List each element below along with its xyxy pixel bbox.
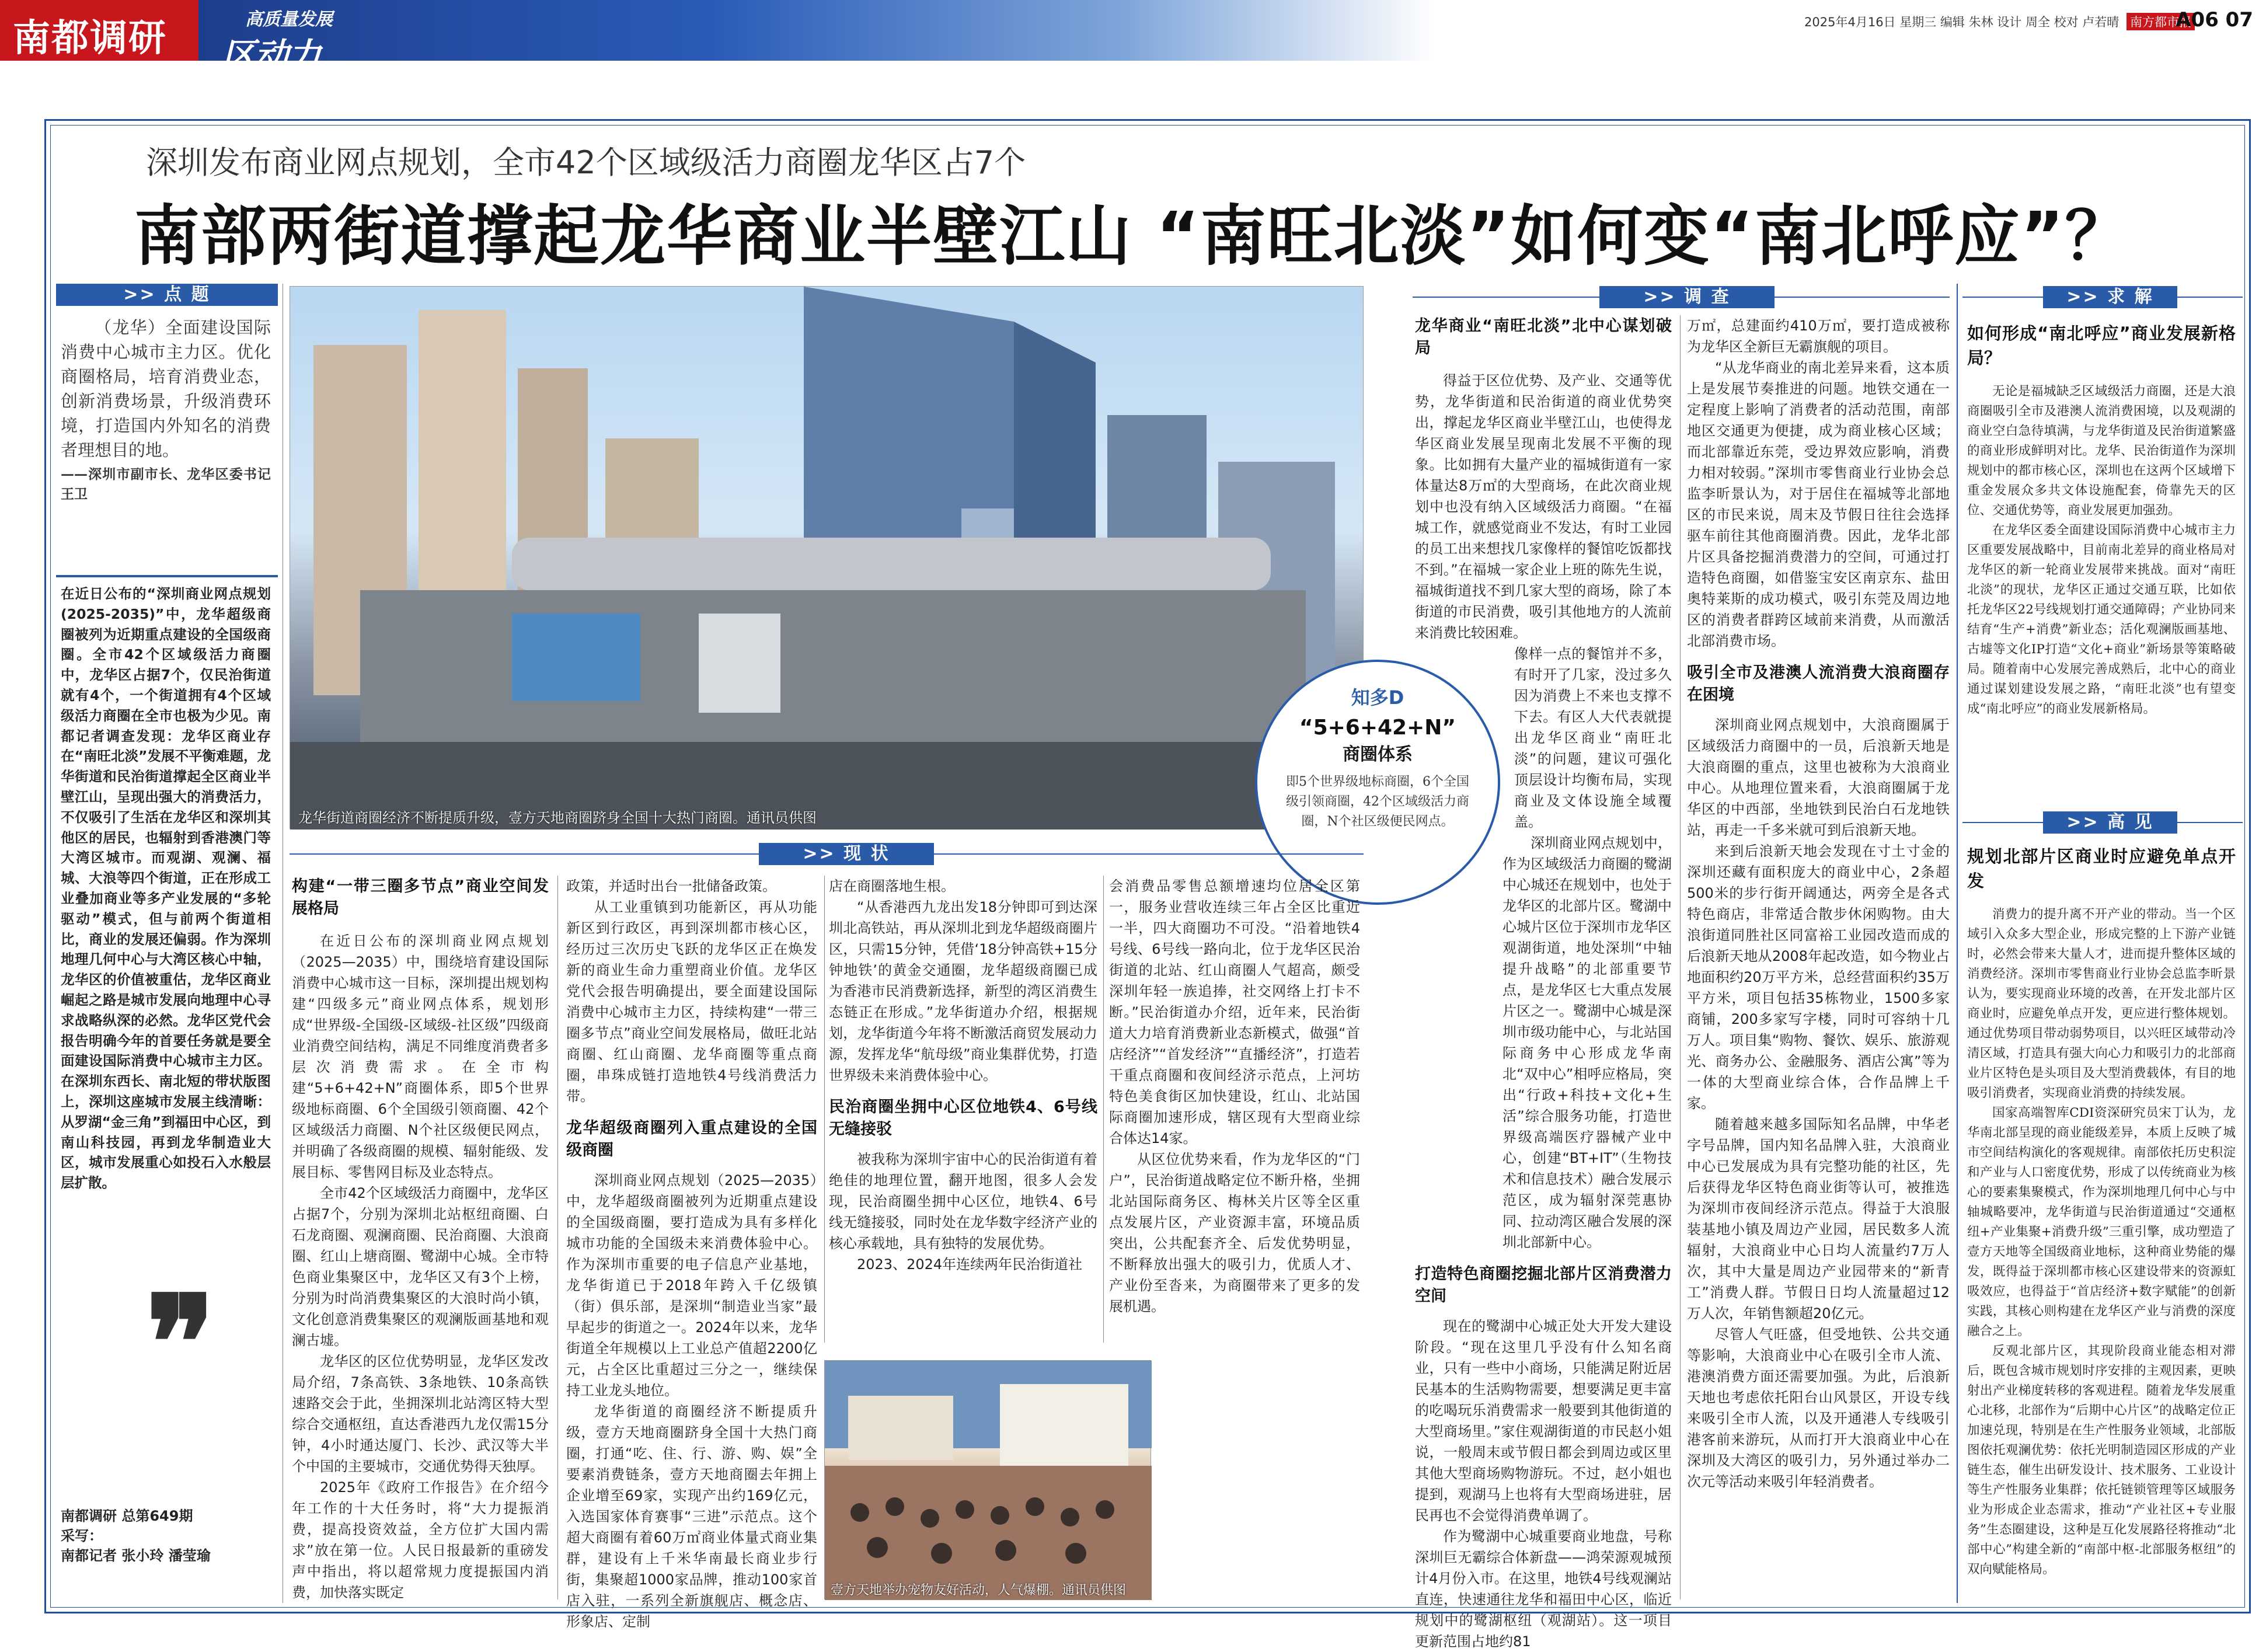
xianzhuang-col-4-tail	[1156, 1348, 1366, 1599]
xianzhuang-para-1: 在近日公布的深圳商业网点规划（2025—2035）中，围绕培育建设国际消费中心城市这一目标，深圳提出规划构建“四级多元”商业网点体系，规划形成“世界级-全国级-区域级-社区级”四级商业消费空间结构，满足不同维度消费者多层次消费需求。在全市构建“5+6+42+N”商圈体系，即5个世界级地标商圈、6个全国级引领商圈、42个区域级活力商圈、N个社区级便民网点，并明确了各级商圈的规模、辐射能级、发展目标、零售网目标及业态特点。	[292, 933, 549, 1180]
zhiduo-label: 知多D	[1351, 686, 1404, 709]
xianzhuang-para-4: 2025年《政府工作报告》在介绍今年工作的十大任务时，将“大力提振消费，提高投资效益，全方位扩大国内需求”放在第一位。人民日报最新的重磅发声中指出，将以超常规力度提振国内消费，加快落实既定	[292, 1479, 549, 1601]
gaojian-title: 规划北部片区商业时应避免单点开发	[1967, 846, 2236, 891]
gaojian-para-2: 国家高端智库CDI资深研究员宋丁认为，龙华南北部呈现的商业能级差异，本质上反映了城市空间结构演化的客观规律。南部依托历史积淀和产业与人口密度优势，形成了以传统商业为核心的要素集聚模式，作为深圳地理几何中心与中轴城略要冲，龙华街道与民治街道通过“交通枢纽+产业集聚+消费升级”三重引擎，成功塑造了壹方天地等全国级商业地标，这种商业势能的爆发，既得益于深圳都市核心区建设带来的资源虹吸效应，也得益于“首店经济+数字赋能”的创新实践，其核心则构建在龙华区产业与消费的深度融合之上。	[1967, 1106, 2236, 1339]
xianzhuang-para-2: 全市42个区域级活力商圈中，龙华区占据7个，分别为深圳北站枢纽商圈、白石龙商圈、观澜商圈、民治商圈、大浪商圈、红山上塘商圈、鹭湖中心城。全市特色商业集聚区中，龙华区又有3个上榜，分别为时尚消费集聚区的大浪时尚小镇，文化创意消费集聚区的观澜版画基地和观澜古墟。	[292, 1185, 549, 1348]
gaojian-column	[1967, 844, 2236, 1603]
xianzhuang-para-10: “从香港西九龙出发18分钟即可到达深圳北高铁站，再从深圳北到龙华超级商圈片区，只需15分钟，凭借‘18分钟高铁+15分钟地铁’的黄金交通圈，龙华超级商圈已成为香港市民消费新选择，新型的湾区消费生态链正在形成。”龙华街道办介绍，根据规划，龙华街道今年将不断激活商贸发展动力源，发挥龙华“航母级”商业集群优势，打造世界级未来消费体验中心。	[829, 899, 1097, 1083]
editors-line: 编辑 朱林 设计 周全 校对 卢若晴	[1940, 15, 2119, 29]
column-big: 区动力	[222, 36, 320, 75]
qiujie-title: 如何形成“南北呼应”商业发展新格局？	[1967, 323, 2236, 368]
main-photo	[290, 286, 1364, 829]
xianzhuang-heading-2: 龙华超级商圈列入重点建设的全国级商圈	[566, 1119, 817, 1159]
diaocha-para-1: 得益于区位优势、及产业、交通等优势，龙华街道和民治街道的商业优势突出，撑起龙华区商业半壁江山，也使得龙华区商业发展呈现南北发展不平衡的现象。比如拥有大量产业的福城街道有一家体量达8万㎡的大型商场，在此次商业规划中也没有纳入区域级活力商圈。“在福城工作，就感觉商业不发达，有时工业园的员工出来想找几家像样的餐馆吃饭都找不到。”在福城一家企业上班的陈先生说，福城街道找不到几家大型的商场，除了本街道的市民消费，吸引其他地方的人流前来消费比较困难。	[1415, 372, 1672, 641]
diaocha-para-11: 尽管人气旺盛，但受地铁、公共交通等影响，大浪商业中心在吸引全市人流、港澳消费方面还需要加强。为此，后浪新天地也考虑依托阳台山风景区，开设专线来吸引全市人流，以及开通港人专线吸引港客前来游玩，从而打开大浪商业中心在深圳及大湾区的吸引力，另外通过举办二次元等活动来吸引年轻消费者。	[1687, 1326, 1950, 1490]
col-rule-2	[824, 876, 825, 1343]
byline-caiwrite: 采写：	[61, 1528, 103, 1544]
section-logo: 南都调研	[0, 0, 198, 61]
crowd-illustration	[825, 1361, 1152, 1600]
section-tag-qiujie: >> 求 解	[2043, 286, 2177, 308]
masthead-meta	[1804, 13, 2195, 30]
diaocha-para-7: “从龙华商业的南北差异来看，这本质上是发展节奏推进的问题。地铁交通在一定程度上影响了消费者的活动范围，南部地区交通更为便捷，成为商业核心区域；而北部靠近东莞，受边界效应影响，消费力相对较弱。”深圳市零售商业行业协会总监李昕景认为，对于居住在福城等北部地区的市民来说，周末及节假日往往会选择驱车前往其他商圈消费。因此，龙华北部片区具备挖掘消费潜力的空间，可通过打造特色商圈，如借鉴宝安区南京东、盐田奥特莱斯的成功模式，吸引东莞及周边地区的消费者群跨区域前来消费，从而激活北部消费市场。	[1687, 360, 1950, 649]
deck-headline: 深圳发布商业网点规划，全市42个区域级活力商圈龙华区占7个	[146, 144, 1026, 181]
xianzhuang-col-2	[566, 876, 817, 1630]
col-rule-3	[1103, 876, 1104, 1343]
column-logo	[222, 5, 414, 75]
xianzhuang-para-14: 从区位优势来看，作为龙华区的“门户”，民治街道战略定位不断升格，坐拥北站国际商务区、梅林关片区等全区重点发展片区，产业资源丰富，环境品质突出，公共配套齐全、后发优势明显，不断释放出强大的吸引力，优质人才、产业份至沓来，为商圈带来了更多的发展机遇。	[1109, 1151, 1360, 1315]
section-tag-xianzhuang: >> 现 状	[759, 843, 934, 865]
xianzhuang-para-5: 政策，并适时出台一批储备政策。	[566, 878, 776, 894]
byline	[61, 1506, 271, 1566]
diaocha-para-10: 随着越来越多国际知名品牌，中华老字号品牌，国内知名品牌入驻，大浪商业中心已发展成为具有完整功能的社区，先后获得龙华区特色商业街等认可，被推选为深圳市夜间经济示范点。得益于大浪服装基地小镇及周边产业园，居民数多人流辐射，大浪商业中心日均人流量约7万人次，其中大量是周边产业园带来的“新青工”消费人群。节假日日均人流量超过12万人次，年销售额超20亿元。	[1687, 1116, 1950, 1322]
issue-date: 2025年4月16日 星期三	[1804, 15, 1937, 29]
main-headline: 南部两街道撑起龙华商业半壁江山 “南旺北淡”如何变“南北呼应”？	[134, 198, 2132, 274]
quote-mark: ❞	[146, 1267, 215, 1418]
second-photo	[824, 1360, 1151, 1599]
main-photo-caption: 龙华街道商圈经济不断提质升级，壹方天地商圈跻身全国十大热门商圈。通讯员供图	[298, 810, 817, 826]
gaojian-para-3: 反观北部片区，其现阶段商业能态相对滞后，既包含城市规划时序安排的主观因素，更映射出产业梯度转移的客观进程。随着龙华发展重心北移，北部作为“后期中心片区”的战略定位正加速兑现，特别是在生产性服务业领域，北部版图依托观澜优势：依托光明制造园区形成的产业链生态，催生出研发设计、技术服务、工业设计等生产性服务业集群；依托链锁管理等区域服务业为形成企业态需求，推动“产业社区+专业服务”生态圈建设，这种是互化发展路径将推动“北部中心”构建全新的“南部中枢-北部服务枢纽”的双向赋能格局。	[1967, 1344, 2236, 1577]
dianti-divider	[56, 575, 278, 577]
col-rule-1	[557, 876, 558, 1599]
xianzhuang-para-9: 店在商圈落地生根。	[829, 878, 955, 894]
qiujie-para-1: 无论是福城缺乏区域级活力商圈，还是大浪商圈吸引全市及港澳人流消费困境，以及观湖的商业空白急待填满，与龙华街道及民治街道繁盛的商业形成鲜明对比。龙华、民治街道作为深圳规划中的都市核心区，深圳也在这两个区域增下重金发展众多共文体设施配套，倚靠先天的区位、交通优势等，商业发展更加强劲。	[1967, 384, 2236, 518]
diaocha-para-4: 现在的鹭湖中心城正处大开发大建设阶段。“现在这里几乎没有什么知名商业，只有一些中小商场，只能满足附近居民基本的生活购物需要，想要满足更丰富的吃喝玩乐消费需求一般要到其他街道的大型商场里。”家住观湖街道的市民赵小姐说，一般周末或节假日都会到周边或区里其他大型商场购物游玩。不过，赵小姐也提到，观湖马上也将有大型商场进驻，居民再也不会觉得消费单调了。	[1415, 1318, 1672, 1524]
gaojian-para-1: 消费力的提升离不开产业的带动。当一个区域引入众多大型企业，形成完整的上下游产业链时，必然会带来大量人才，进而提升整体区域的消费经济。深圳市零售商业行业协会总监李昕景认为，要实现商业环境的改善，在开发北部片区商业时，应避免单点开发，更应进行整体规划。通过优势项目带动弱势项目，以兴旺区域带动冷清区域，打造具有强大向心力和吸引力的北部商业片区特色是头项目及大型消费载体，有目的地吸引消费者，实现商业消费的持续发展。	[1967, 907, 2236, 1100]
building-illustration	[290, 287, 1364, 830]
lead-column	[61, 584, 271, 1284]
dianti-text: （龙华）全面建设国际消费中心城市主力区。优化商圈格局，培育消费业态，创新消费场景，升级消费环境，打造国内外知名的消费者理想目的地。	[61, 318, 271, 460]
zhiduo-title: “5+6+42+N”	[1299, 716, 1456, 740]
xianzhuang-para-7: 深圳商业网点规划（2025—2035）中，龙华超级商圈被列为近期重点建设的全国级商圈，要打造成为具有多样化城市功能的全国级未来消费体验中心。作为深圳市重要的电子信息产业基地，龙华街道已于2018年跨入千亿级镇（街）俱乐部，是深圳“制造业当家”最早起步的街道之一。2024年以来，龙华街道全年规模以上工业总产值超2200亿元，占全区比重超过三分之一，继续保持工业龙头地位。	[566, 1172, 817, 1399]
section-tag-diaocha: >> 调 查	[1599, 286, 1775, 308]
diaocha-heading-1: 龙华商业“南旺北淡”北中心谋划破局	[1415, 317, 1672, 357]
diaocha-col-2	[1687, 315, 1950, 1605]
paper-tag: 南方都市报	[2126, 13, 2195, 30]
second-photo-caption: 壹方天地举办宠物友好活动，人气爆棚。通讯员供图	[831, 1583, 1127, 1598]
xianzhuang-heading-1: 构建“一带三圈多节点”商业空间发展格局	[292, 877, 549, 918]
section-tag-gaojian: >> 高 见	[2043, 811, 2177, 834]
dianti-source: ——深圳市副市长、龙华区委书记王卫	[61, 466, 271, 502]
byline-label: 南都调研 总第649期	[61, 1508, 193, 1524]
diaocha-para-2: 像样一点的餐馆并不多，有时开了几家，没过多久因为消费上不来也支撑不下去。有区人大代表就提出龙华区商业“南旺北淡”的问题，建议可强化顶层设计均衡布局，实现商业及文体设施全域覆盖。	[1514, 646, 1672, 830]
section-tag-dianti: >> 点 题	[56, 284, 278, 306]
zhiduo-body: 即5个世界级地标商圈，6个全国级引领商圈，42个区域级活力商圈，N个社区级便民网点。	[1286, 775, 1469, 829]
xianzhuang-para-11: 被我称为深圳宇宙中心的民治街道有着绝佳的地理位置，翻开地图，很多人会发现，民治商圈坐拥中心区位，地铁4、6号线无缝接驳，同时处在龙华数字经济产业的核心承载地，具有独特的发展优势。	[829, 1151, 1097, 1252]
byline-reporters: 南都记者 张小玲 潘莹瑜	[61, 1548, 211, 1564]
diaocha-para-6: 万㎡，总建面约410万㎡，要打造成被称为龙华区全新巨无霸旗舰的项目。	[1687, 318, 1950, 355]
xianzhuang-col-3	[829, 876, 1097, 1343]
xianzhuang-col-1	[292, 876, 549, 1605]
diaocha-para-9: 来到后浪新天地会发现在寸土寸金的深圳还藏有面积庞大的商业中心，2条超500米的步行街开阔通达，两旁全是各式特色商店，非常适合散步休闲购物。由大浪街道同胜社区同富裕工业园改造而成的后浪新天地从2008年起改造，如今物业占地面积约20万平方米，总经营面积约35万平方米，项目包括35栋物业，1500多家商铺，200多家写字楼，同时可容纳十几万人。项目集“购物、餐饮、娱乐、旅游观光、商务办公、金融服务、酒店公寓”等为一体的大型商业综合体，合作品牌上千家。	[1687, 843, 1950, 1111]
xianzhuang-para-3: 龙华区的区位优势明显，龙华区发改局介绍，7条高铁、3条地铁、10条高铁速路交会于此，坐拥深圳北站湾区特大型综合交通枢纽，直达香港西九龙仅需15分钟，4小时通达厦门、长沙、武汉等大半个中国的主要城市，交通优势得天独厚。	[292, 1353, 549, 1475]
qiujie-column	[1967, 321, 2236, 835]
diaocha-para-8: 深圳商业网点规划中，大浪商圈属于区域级活力商圈中的一员，后浪新天地是大浪商圈的重点，这里也被称为大浪商业中心。从地理位置来看，大浪商圈属于龙华区的中西部，坐地铁到民治白石龙地铁站，再走一千多米就可到后浪新天地。	[1687, 717, 1950, 838]
page-number: A06 07	[2176, 8, 2253, 32]
xianzhuang-heading-3: 民治商圈坐拥中心区位地铁4、6号线无缝接驳	[829, 1098, 1097, 1138]
diaocha-heading-3: 吸引全市及港澳人流消费大浪商圈存在困境	[1687, 664, 1950, 704]
xianzhuang-col-4	[1109, 876, 1360, 1343]
xianzhuang-para-8: 龙华街道的商圈经济不断提质升级，壹方天地商圈跻身全国十大热门商圈，打通“吃、住、行、游、购、娱”全要素消费链条，壹方天地商圈去年拥上企业增至69家，实现产出约169亿元，入选国家体育赛事“三进”示范点。这个超大商圈有着60万㎡商业体量式商业集群，建设有上千米华南最长商业步行街，集聚超1000家品牌，推动100家首店入驻，一系列全新旗舰店、概念店、形象店、定制	[566, 1403, 817, 1630]
col-rule-4	[1680, 315, 1681, 1599]
diaocha-para-5: 作为鹭湖中心城重要商业地盘，号称深圳巨无霸综合体新盘——鸿荣源观城预计4月份入市。在这里，地铁4号线观澜站直连，快速通往龙华和福田中心区，临近规划中的鹭湖枢纽（观湖站）。这一项目更新范围占地约81	[1415, 1528, 1672, 1650]
diaocha-heading-2: 打造特色商圈挖掘北部片区消费潜力空间	[1415, 1265, 1672, 1305]
diaocha-para-3: 深圳商业网点规划中，作为区域级活力商圈的鹭湖中心城还在规划中，也处于龙华区的北部片区。鹭湖中心城片区位于深圳市龙华区观湖街道，地处深圳“中轴提升战略”的北部重要节点，是龙华区七大重点发展片区之一。鹭湖中心城是深圳市级功能中心，与北站国际商务中心形成龙华南北“双中心”相呼应格局，突出“行政+科技+文化+生活”综合服务功能，打造世界级高端医疗器械产业中心，创建“BT+IT”（生物技术和信息技术）融合发展示范区，成为辐射深莞惠协同、拉动湾区融合发展的深圳北部新中心。	[1502, 835, 1672, 1250]
diaocha-col-1	[1415, 315, 1672, 1650]
lead-text: 在近日公布的“深圳商业网点规划(2025-2035)”中，龙华超级商圈被列为近期重点建设的全国级商圈。全市42个区域级活力商圈中，龙华区占据7个，仅民治街道就有4个，一个街道拥有4个区域级活力商圈在全市也极为少见。南都记者调查发现：龙华区商业存在“南旺北淡”发展不平衡难题，龙华街道和民治街道撑起全区商业半壁江山，呈现出强大的消费活力，不仅吸引了生活在龙华区和深圳其他区的居民，也辐射到香港澳门等大湾区城市。而观湖、观澜、福城、大浪等四个街道，正在形成工业叠加商业等多产业发展的“多轮驱动”模式，但与前两个街道相比，商业的发展还偏弱。作为深圳地理几何中心与大湾区核心中轴，龙华区的价值被重估，龙华区商业崛起之路是城市发展向地理中心寻求战略纵深的必然。龙华区党代会报告明确今年的首要任务就是要全面建设国际消费中心城市主力区。在深圳东西长、南北短的带状版图上，深圳这座城市发展主线清晰：从罗湖“金三角”到福田中心区，到南山科技园，再到龙华制造业大区，城市发展重心如投石入水般层层扩散。	[61, 585, 271, 1191]
zhiduo-subtitle: 商圈体系	[1343, 744, 1413, 765]
right-col-rule	[1957, 284, 1958, 1603]
xianzhuang-para-6: 从工业重镇到功能新区，再从功能新区到行政区，再到深圳都市核心区，经历过三次历史飞跃的龙华区正在焕发新的商业生命力重塑商业价值。龙华区党代会报告明确提出，要全面建设国际消费中心城市主力区，持续构建“一带三圈多节点”商业空间发展格局，做旺北站商圈、红山商圈、龙华商圈等重点商圈，串珠成链打造地铁4号线消费活力带。	[566, 899, 817, 1104]
dianti-quote	[61, 315, 271, 504]
masthead-band	[198, 0, 2259, 61]
xianzhuang-para-13: 会消费品零售总额增速均位居全区第一，服务业营收连续三年占全区比重近一半，四大商圈功不可没。“沿着地铁4号线、6号线一路向北，位于龙华区民治街道的北站、红山商圈人气超高，颇受深圳年轻一族追捧，社交网络上打卡不断。”民治街道办介绍，近年来，民治街道大力培育消费新业态新模式，做强“首店经济”“首发经济”“直播经济”，打造若干重点商圈和夜间经济示范点，上河坊特色美食街区加快建设，红山、北站国际商圈加速形成，辖区现有大型商业综合体达14家。	[1109, 878, 1360, 1146]
xianzhuang-para-12: 2023、2024年连续两年民治街道社	[857, 1256, 1083, 1273]
qiujie-para-2: 在龙华区委全面建设国际消费中心城市主力区重要发展战略中，目前南北差异的商业格局对龙华区的新一轮商业发展带来挑战。面对“南旺北淡”的现状，龙华区正通过交通互联，比如依托龙华区22号线规划打通交通障碍；产业协同来结育“生产+消费”新业态；活化观澜版画基地、古墟等文化IP打造“文化+商业”新场景等策略破局。随着南中心发展完善成熟后，北中心的商业通过谋划建设发展之路，“南旺北淡”也有望变成“南北呼应”的商业发展新格局。	[1967, 523, 2236, 716]
column-small: 高质量发展	[245, 9, 333, 30]
